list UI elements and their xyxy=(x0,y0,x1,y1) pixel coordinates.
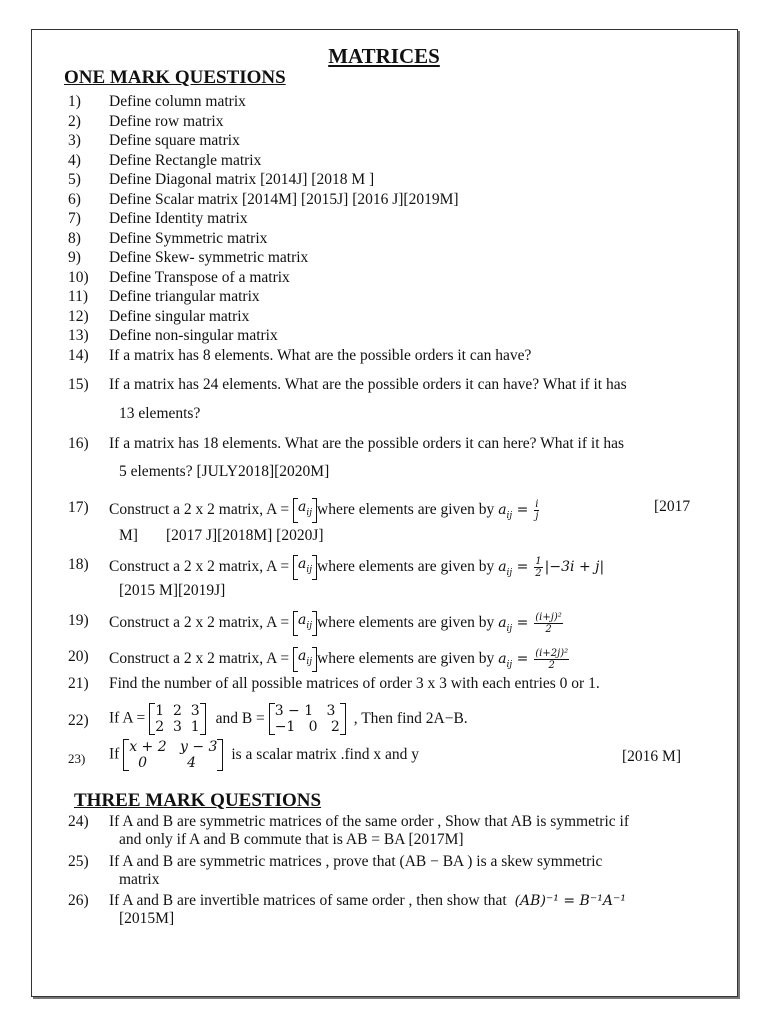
question-number: 20) xyxy=(68,648,89,665)
element-aij: $a_{ij}$ = xyxy=(498,614,529,634)
section-heading-three-mark: THREE MARK QUESTIONS xyxy=(74,790,322,811)
question-23-tag: [2016 M] xyxy=(622,748,681,765)
expression: |−3i + j| xyxy=(544,558,605,575)
question-number: 1) xyxy=(68,93,81,110)
question-text: Define Transpose of a matrix xyxy=(109,269,290,286)
inverse-equation: (AB)⁻¹ = B⁻¹A⁻¹ xyxy=(514,893,626,909)
question-text: If A and B are invertible matrices of same order , then show that xyxy=(109,892,507,909)
fraction: $\frac{\text{(i+j)²}}{2}$ xyxy=(535,611,562,635)
question-text: Construct a 2 x 2 matrix, A = xyxy=(109,557,290,575)
question-text: Define Symmetric matrix xyxy=(109,230,268,247)
question-text: If A and B are symmetric matrices of the same order , Show that AB is symmetric if xyxy=(109,813,629,830)
question-17-continued: M] [2017 J][2018M] [2020J] xyxy=(119,527,324,544)
question-text: Construct a 2 x 2 matrix, A = xyxy=(109,500,290,518)
question-number: 10) xyxy=(68,269,89,286)
question-16-continued: 5 elements? [JULY2018][2020M] xyxy=(119,463,330,480)
where-text: where elements are given by xyxy=(317,649,495,667)
question-text: Construct a 2 x 2 matrix, A = xyxy=(109,613,290,631)
question-number: 17) xyxy=(68,499,89,516)
matrix-aij: $a_{ij}$ xyxy=(293,611,317,636)
question-text: is a scalar matrix .find x and y xyxy=(231,745,419,763)
question-text: Define Diagonal matrix [2014J] [2018 M ] xyxy=(109,171,375,188)
question-text: Define non-singular matrix xyxy=(109,327,278,344)
question-text: If A and B are symmetric matrices , prove that (AB − BA ) is a skew symmetric xyxy=(109,853,603,870)
question-text: Construct a 2 x 2 matrix, A = xyxy=(109,649,290,667)
question-15-continued: 13 elements? xyxy=(119,405,201,422)
question-number: 2) xyxy=(68,113,81,130)
question-text: Define column matrix xyxy=(109,93,246,110)
question-text: Define Rectangle matrix xyxy=(109,152,262,169)
question-number: 3) xyxy=(68,132,81,149)
question-number: 25) xyxy=(68,853,89,870)
question-number: 15) xyxy=(68,376,89,393)
matrix-aij: $a_{ij}$ xyxy=(293,647,317,672)
question-22 xyxy=(68,703,726,739)
question-text: Define triangular matrix xyxy=(109,288,260,305)
fraction: $\frac{1}{2}$ xyxy=(535,555,542,579)
question-text: Define Scalar matrix [2014M] [2015J] [2016 J][2019M] xyxy=(109,191,459,208)
question-26-continued: [2015M] xyxy=(119,910,175,927)
element-aij: $a_{ij}$ = xyxy=(498,650,529,670)
element-aij: $a_{ij}$ = xyxy=(498,558,529,578)
question-number: 7) xyxy=(68,210,81,227)
question-text: Define singular matrix xyxy=(109,308,250,325)
question-number: 26) xyxy=(68,892,89,909)
question-number: 23) xyxy=(68,751,86,766)
fraction: $\frac{\text{(i+2j)²}}{2}$ xyxy=(535,647,569,671)
where-text: where elements are given by xyxy=(317,613,495,631)
question-text: Find the number of all possible matrices of order 3 x 3 with each entries 0 or 1. xyxy=(109,675,600,692)
question-number: 14) xyxy=(68,347,89,364)
where-text: where elements are given by xyxy=(317,500,495,518)
question-number: 19) xyxy=(68,612,89,629)
question-number: 4) xyxy=(68,152,81,169)
question-number: 9) xyxy=(68,249,81,266)
question-number: 21) xyxy=(68,675,89,692)
question-text: If a matrix has 8 elements. What are the possible orders it can have? xyxy=(109,347,532,364)
question-text: Define Identity matrix xyxy=(109,210,248,227)
matrix-aij: $a_{ij}$ xyxy=(293,498,317,523)
question-18-continued: [2015 M][2019J] xyxy=(119,582,226,599)
matrix-a: 1 2 3 2 3 1 xyxy=(149,703,206,735)
question-number: 12) xyxy=(68,308,89,325)
section-heading-one-mark: ONE MARK QUESTIONS xyxy=(64,67,286,88)
question-number: 6) xyxy=(68,191,81,208)
matrix-b: 3 − 1 3 −1 0 2 xyxy=(269,703,346,735)
matrix-xy: x + 2 y − 3 0 4 xyxy=(123,739,223,771)
if-a-text: If A = xyxy=(109,709,146,727)
question-number: 16) xyxy=(68,435,89,452)
question-text: If a matrix has 18 elements. What are the possible orders it can here? What if it has xyxy=(109,435,625,452)
question-text: Define row matrix xyxy=(109,113,224,130)
question-number: 24) xyxy=(68,813,89,830)
element-aij: $a_{ij}$ = xyxy=(498,501,529,521)
question-text: Define Skew- symmetric matrix xyxy=(109,249,309,266)
question-number: 8) xyxy=(68,230,81,247)
question-text: , Then find 2A−B. xyxy=(353,709,468,727)
where-text: where elements are given by xyxy=(317,557,495,575)
question-number: 11) xyxy=(68,288,89,305)
matrix-aij: $a_{ij}$ xyxy=(293,555,317,580)
question-17-tag: [2017 xyxy=(654,498,691,515)
fraction: $\frac{i}{j}$ xyxy=(535,498,539,522)
page-title: MATRICES xyxy=(328,44,440,68)
and-b-text: and B = xyxy=(215,709,265,727)
question-number: 5) xyxy=(68,171,81,188)
question-number: 18) xyxy=(68,556,89,573)
question-25-continued: matrix xyxy=(119,871,160,888)
question-24-continued: and only if A and B commute that is AB = BA [2017M] xyxy=(119,831,464,848)
if-text: If xyxy=(109,745,120,763)
question-number: 22) xyxy=(68,712,89,729)
question-number: 13) xyxy=(68,327,89,344)
question-text: If a matrix has 24 elements. What are the possible orders it can have? What if it has xyxy=(109,376,627,393)
question-text: Define square matrix xyxy=(109,132,240,149)
